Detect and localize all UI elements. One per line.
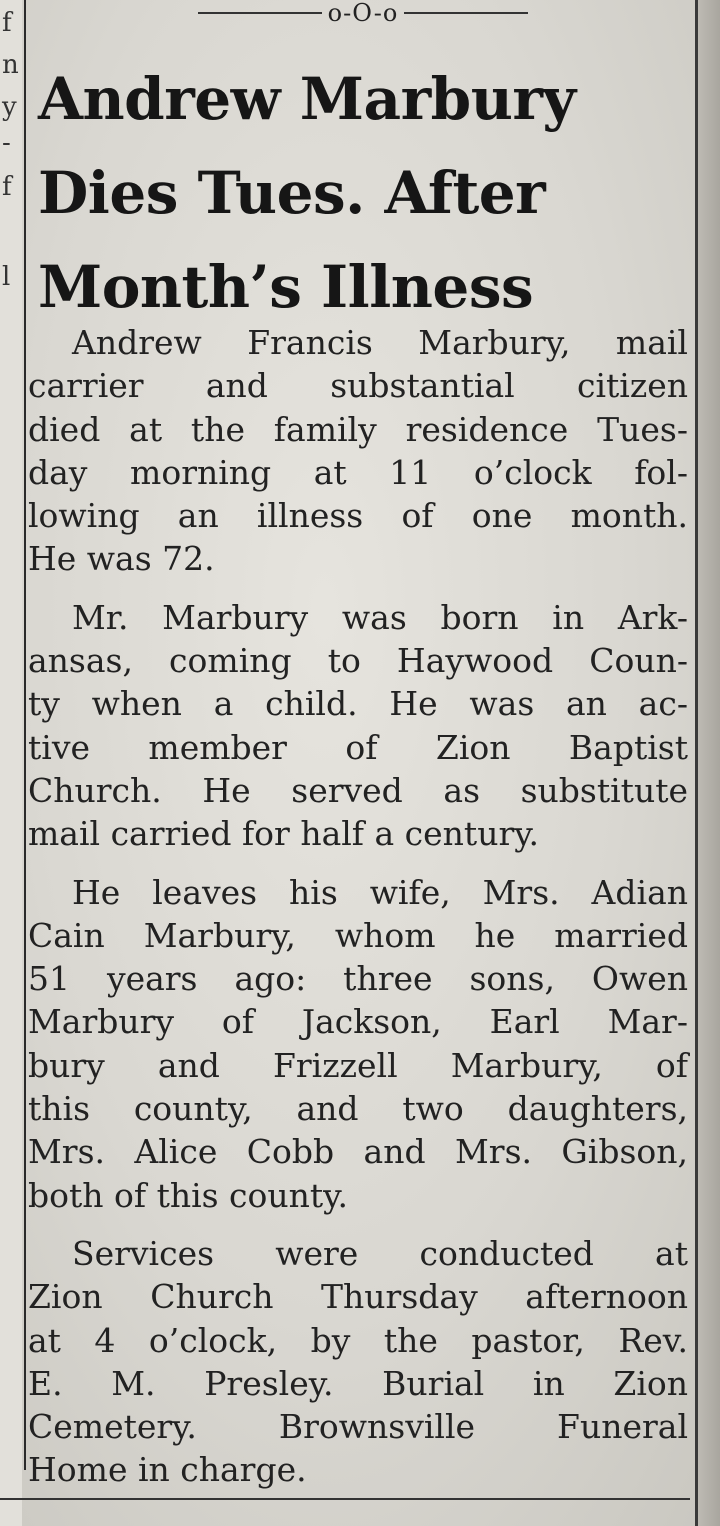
paragraph-line: E. M. Presley. Burial in Zion bbox=[28, 1363, 688, 1403]
headline-line: Andrew Marbury bbox=[38, 65, 576, 133]
obituary-paragraph bbox=[28, 1232, 688, 1492]
margin-fragment: l bbox=[2, 262, 11, 292]
obituary-headline bbox=[38, 52, 688, 334]
paragraph-line: Cemetery. Brownsville Funeral bbox=[28, 1407, 688, 1447]
paragraph-line: carrier and substantial citizen bbox=[28, 366, 688, 406]
paragraph-line: Home in charge. bbox=[28, 1450, 307, 1490]
paragraph-line: Mrs. Alice Cobb and Mrs. Gibson, bbox=[28, 1132, 688, 1172]
paragraph-line: Zion Church Thursday afternoon bbox=[28, 1277, 688, 1317]
margin-fragment: y bbox=[2, 92, 17, 122]
paragraph-line: He leaves his wife, Mrs. Adian bbox=[72, 872, 688, 912]
divider-line bbox=[198, 12, 322, 14]
column-rule-left bbox=[24, 0, 26, 1470]
obituary-paragraph bbox=[28, 596, 688, 856]
paragraph-line: both of this county. bbox=[28, 1175, 348, 1215]
paragraph-line: tive member of Zion Baptist bbox=[28, 727, 688, 767]
bottom-rule bbox=[0, 1498, 690, 1500]
paragraph-line: Services were conducted at bbox=[72, 1233, 688, 1273]
paragraph-line: died at the family residence Tues- bbox=[28, 409, 688, 449]
paragraph-line: day morning at 11 o’clock fol- bbox=[28, 452, 688, 492]
paragraph-line: Mr. Marbury was born in Ark- bbox=[72, 597, 688, 637]
page-edge-shadow bbox=[698, 0, 720, 1526]
paragraph-line: ansas, coming to Haywood Coun- bbox=[28, 641, 688, 681]
paragraph-line: bury and Frizzell Marbury, of bbox=[28, 1045, 688, 1085]
margin-fragment: n bbox=[2, 50, 19, 80]
paragraph-line: lowing an illness of one month. bbox=[28, 496, 688, 536]
divider-line bbox=[404, 12, 528, 14]
paragraph-line: Andrew Francis Marbury, mail bbox=[72, 323, 688, 362]
paragraph-line: ty when a child. He was an ac- bbox=[28, 684, 688, 724]
divider-ornament: o-O-o bbox=[327, 0, 399, 27]
paragraph-line: Marbury of Jackson, Earl Mar- bbox=[28, 1002, 688, 1042]
obituary-body bbox=[28, 321, 688, 1507]
margin-fragment: f bbox=[2, 172, 12, 202]
paragraph-line: this county, and two daughters, bbox=[28, 1089, 688, 1129]
paragraph-line: 51 years ago: three sons, Owen bbox=[28, 959, 688, 999]
headline-line: Month’s Illness bbox=[38, 253, 534, 321]
adjacent-column-fragment bbox=[0, 0, 22, 1526]
obituary-paragraph bbox=[28, 321, 688, 581]
headline-line: Dies Tues. After bbox=[38, 159, 546, 227]
margin-fragment: - bbox=[2, 128, 11, 158]
paragraph-line: Cain Marbury, whom he married bbox=[28, 915, 688, 955]
section-divider bbox=[198, 0, 528, 26]
margin-fragment: f bbox=[2, 8, 12, 38]
paragraph-line: He was 72. bbox=[28, 539, 215, 579]
obituary-paragraph bbox=[28, 871, 688, 1217]
paragraph-line: mail carried for half a century. bbox=[28, 814, 539, 854]
paragraph-line: Church. He served as substitute bbox=[28, 770, 688, 810]
paragraph-line: at 4 o’clock, by the pastor, Rev. bbox=[28, 1320, 688, 1360]
